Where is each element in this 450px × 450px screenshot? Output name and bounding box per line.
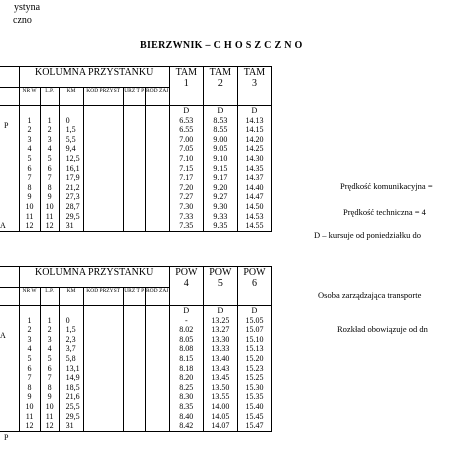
cell-value: 9.35 [213,221,228,231]
cell-value: 11 [25,411,34,421]
cell-value: 14.47 [245,192,264,202]
table-corner [0,88,19,106]
cell-value: 4 [47,144,52,154]
table-corner [0,267,19,288]
cell-value: 2 [47,325,52,335]
cell-value [66,106,83,116]
cell-value: 1 [47,315,52,325]
urz-column [123,306,145,432]
cell-value: 9 [47,192,52,202]
side-mark-a: A [0,331,6,340]
table-corner [0,67,19,88]
col-header-nrw: NR W [19,288,40,306]
kod-column [83,106,123,232]
cell-value: 8.20 [179,373,194,383]
kod-column [83,306,123,432]
day-marker: D [217,106,224,115]
side-mark-p: P [4,121,9,130]
cell-value: 9.20 [213,182,228,192]
cell-value [66,306,83,316]
cell-value: 14.40 [245,182,264,192]
cell-value: 13,1 [65,363,80,373]
cell-value: 15.45 [245,411,264,421]
course-header-3 [237,67,271,106]
course-header-5 [203,267,237,306]
cell-value: 14.25 [245,144,264,154]
cell-value: 9.05 [213,144,228,154]
column-group-label: KOLUMNA PRZYSTANKU [19,267,169,288]
lp-column [40,106,59,232]
cell-value: 8 [27,182,32,192]
cell-value: 8.02 [179,325,194,335]
cell-value: 2 [47,125,52,135]
course-name: POW [243,267,266,278]
timetable-pow [0,266,272,432]
cell-value: 8 [47,382,52,392]
cell-value: 0 [65,315,70,325]
course-times-6 [237,306,271,432]
cell-value: 21,6 [65,392,80,402]
cell-value: 6 [47,163,52,173]
cell-value: 7.30 [179,201,194,211]
cell-value: 8.30 [179,392,194,402]
cell-value [20,106,40,116]
cell-value: 11 [25,211,34,221]
cell-value: 1,5 [65,125,76,135]
cell-value: 14.13 [245,115,264,125]
course-number: 5 [217,278,223,289]
cell-value: 8 [47,182,52,192]
cell-value: 8.05 [179,334,194,344]
cell-value: 12 [45,421,54,431]
cell-value: 9 [47,392,52,402]
cell-value: 12,5 [65,153,80,163]
cell-value: 9.10 [213,153,228,163]
col-header-kod: KOD PRZYST [83,88,123,106]
km-column [59,106,83,232]
day-marker: D [251,106,258,115]
cell-value: 10 [45,201,54,211]
cell-value: 13.27 [211,325,230,335]
cell-value: 14.50 [245,201,264,211]
col-header-kod: KOD PRZYST [83,288,123,306]
cell-value: 15.13 [245,344,264,354]
course-header-2 [203,67,237,106]
cell-value: 10 [25,401,34,411]
cell-value: 8.25 [179,382,194,392]
course-times-2 [203,106,237,232]
header-line-2: czno [13,15,32,26]
cell-value: 6 [47,363,52,373]
cell-value: 13.40 [211,353,230,363]
cell-value: 9 [27,392,32,402]
cell-value: 5 [47,353,52,363]
cell-value: 7.00 [179,134,194,144]
nrw-column [19,306,40,432]
cell-value: 5,5 [65,134,76,144]
course-name: TAM [243,67,266,78]
cell-value: 13.50 [211,382,230,392]
cell-value: 6.53 [179,115,194,125]
cell-value: 28,7 [65,201,80,211]
cell-value: 8.42 [179,421,194,431]
col-header-rod: ROD ZAJ [145,288,169,306]
cell-value: - [184,315,188,325]
note-valid-from: Rozkład obowiązuje od dn [337,324,428,334]
cell-value: 7 [27,173,32,183]
cell-value: 15.07 [245,325,264,335]
cell-value: 9 [27,192,32,202]
cell-value: 14.00 [211,401,230,411]
cell-value: 12 [45,221,54,231]
cell-value: 15.30 [245,382,264,392]
course-times-1 [169,106,203,232]
course-times-3 [237,106,271,232]
side-mark-a: A [0,221,6,230]
cell-value: 11 [45,211,54,221]
cell-value: 9.15 [213,163,228,173]
cell-value: 27,3 [65,192,80,202]
cell-value: 4 [27,144,32,154]
cell-value: 15.40 [245,401,264,411]
urz-column [123,106,145,232]
cell-value: 14.30 [245,153,264,163]
cell-value [20,306,40,316]
cell-value: 15.20 [245,353,264,363]
cell-value: 9.33 [213,211,228,221]
course-number: 6 [251,278,257,289]
cell-value: 13.45 [211,373,230,383]
cell-value: 9.17 [213,173,228,183]
course-name: POW [175,267,198,278]
nrw-column [19,106,40,232]
day-marker: D [217,306,224,315]
cell-value: 31 [65,421,74,431]
cell-value: 17,9 [65,173,80,183]
cell-value: 8.53 [213,115,228,125]
cell-value: 14.05 [211,411,230,421]
side-column [0,306,19,432]
cell-value: 4 [27,344,32,354]
cell-value: 12 [25,421,34,431]
cell-value: 6 [27,363,32,373]
cell-value: 18,5 [65,382,80,392]
col-header-urz: URZ T P [123,288,145,306]
cell-value: 7.20 [179,182,194,192]
cell-value: 2 [27,125,32,135]
cell-value: 5 [27,153,32,163]
cell-value: 13.33 [211,344,230,354]
cell-value: 13.30 [211,334,230,344]
cell-value: 8 [27,382,32,392]
cell-value: 15.05 [245,315,264,325]
cell-value: 3 [27,334,32,344]
course-header-6 [237,267,271,306]
cell-value: 3 [47,334,52,344]
cell-value: 3,7 [65,344,76,354]
cell-value: 6.55 [179,125,194,135]
cell-value: 13.43 [211,363,230,373]
col-header-rod: ROD ZAJ [145,88,169,106]
rod-column [145,306,169,432]
course-number: 1 [183,78,189,89]
course-number: 2 [217,78,223,89]
cell-value: 29,5 [65,411,80,421]
cell-value: 14.20 [245,134,264,144]
cell-value: 8.55 [213,125,228,135]
table-corner [0,288,19,306]
route-title: BIERZWNIK – C H O S Z C Z N O [140,40,303,51]
cell-value: 7.10 [179,153,194,163]
cell-value: 0 [65,115,70,125]
cell-value: 7 [47,173,52,183]
course-name: POW [209,267,232,278]
column-group-label: KOLUMNA PRZYSTANKU [19,67,169,88]
cell-value: 7.17 [179,173,194,183]
course-name: TAM [209,67,232,78]
cell-value: 15.35 [245,392,264,402]
col-header-km: KM [59,88,83,106]
rod-column [145,106,169,232]
cell-value: 15.25 [245,373,264,383]
cell-value: 14.35 [245,163,264,173]
cell-value: 13.55 [211,392,230,402]
cell-value: 4 [47,344,52,354]
cell-value: 14.55 [245,221,264,231]
course-number: 4 [183,278,189,289]
cell-value: 14.37 [245,173,264,183]
cell-value: 7.15 [179,163,194,173]
cell-value: 1 [27,315,32,325]
col-header-lp: L.P. [40,88,59,106]
cell-value [41,306,59,316]
cell-value: 6 [27,163,32,173]
cell-value: 15.47 [245,421,264,431]
cell-value: 14.15 [245,125,264,135]
day-marker: D [183,106,190,115]
cell-value: 10 [25,201,34,211]
course-header-4 [169,267,203,306]
header-line-1: ystyna [14,2,41,13]
cell-value: 31 [65,221,74,231]
cell-value: 5 [27,353,32,363]
cell-value: 3 [27,134,32,144]
col-header-lp: L.P. [40,288,59,306]
course-name: TAM [175,67,198,78]
note-manager: Osoba zarządzająca transporte [318,290,422,300]
col-header-urz: URZ T P [123,88,145,106]
course-times-5 [203,306,237,432]
cell-value: 16,1 [65,163,80,173]
cell-value: 7 [47,373,52,383]
lp-column [40,306,59,432]
cell-value: 15.10 [245,334,264,344]
cell-value: 7 [27,373,32,383]
cell-value: 1,5 [65,325,76,335]
cell-value: 8.40 [179,411,194,421]
cell-value: 8.35 [179,401,194,411]
col-header-nrw: NR W [19,88,40,106]
cell-value [41,106,59,116]
cell-value: 25,5 [65,401,80,411]
cell-value: 7.27 [179,192,194,202]
cell-value: 8.08 [179,344,194,354]
course-number: 3 [251,78,257,89]
cell-value: 14.07 [211,421,230,431]
cell-value: 7.33 [179,211,194,221]
cell-value: 12 [25,221,34,231]
cell-value: 3 [47,134,52,144]
side-column [0,106,19,232]
cell-value: 2,3 [65,334,76,344]
cell-value: 15.23 [245,363,264,373]
side-mark-p: P [4,433,9,442]
cell-value: 21,2 [65,182,80,192]
cell-value: 9.00 [213,134,228,144]
cell-value: 9.30 [213,201,228,211]
cell-value: 13.25 [211,315,230,325]
cell-value: 1 [27,115,32,125]
km-column [59,306,83,432]
cell-value: 2 [27,325,32,335]
cell-value: 14,9 [65,373,80,383]
cell-value: 9,4 [65,144,76,154]
cell-value: 1 [47,115,52,125]
note-commercial-speed: Prędkość komunikacyjna = [340,181,433,191]
cell-value: 11 [45,411,54,421]
course-header-1 [169,67,203,106]
cell-value: 29,5 [65,211,80,221]
cell-value: 10 [45,401,54,411]
day-marker: D [251,306,258,315]
timetable-tam [0,66,272,232]
note-days: D – kursuje od poniedziałku do [314,230,421,240]
cell-value: 14.53 [245,211,264,221]
cell-value: 9.27 [213,192,228,202]
cell-value: 7.05 [179,144,194,154]
cell-value: 5,8 [65,353,76,363]
cell-value: 5 [47,153,52,163]
course-times-4 [169,306,203,432]
col-header-km: KM [59,288,83,306]
day-marker: D [183,306,190,315]
note-technical-speed: Prędkość techniczna = 4 [343,207,426,217]
cell-value: 8.15 [179,353,194,363]
cell-value: 8.18 [179,363,194,373]
cell-value: 7.35 [179,221,194,231]
